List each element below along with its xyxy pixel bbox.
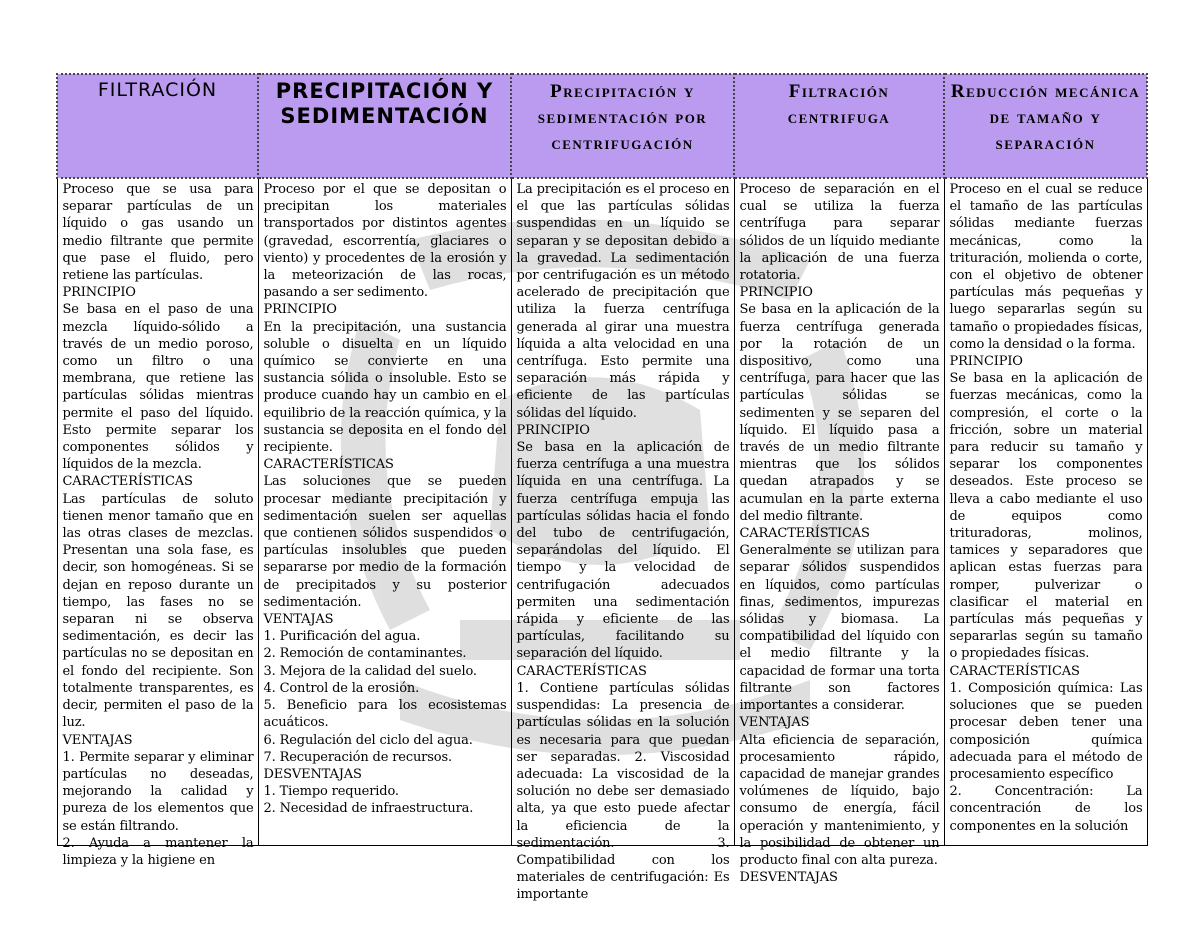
precipitacion-caracteristicas: Las soluciones que se pueden procesar mediante precipitación y sedimentación suelen ser aquellas que contienen sólidos suspendidos o partículas insolubles que pueden separarse por medio de la formación de precipitados y su posterior sedimentación. xyxy=(263,474,507,610)
filtracion-centrifuga-ventajas: Alta eficiencia de separación, procesamiento rápido, capacidad de manejar grandes volúmenes de líquido, bajo consumo de energía, fácil operación y mantenimiento, y la posibilidad de obtener un producto final con alta pureza. xyxy=(739,732,940,868)
filtracion-centrifuga-desventajas-label: DESVENTAJAS xyxy=(739,870,838,886)
header-precipitacion-centrifugacion: Precipitación y sedimentación por centrifugación xyxy=(511,74,734,178)
header-filtracion-centrifuga: Filtración centrifuga xyxy=(734,74,944,178)
filtracion-principio-label: PRINCIPIO xyxy=(62,285,136,301)
comparison-table xyxy=(56,73,1148,903)
centrifugacion-caracteristicas: 1. Contiene partículas sólidas suspendidas: La presencia de partículas sólidas en la solución es necesaria para que puedan ser separadas. 2. Viscosidad adecuada: La viscosidad de la solución no debe ser demasiado alta, ya que esto puede afectar la eficiencia de la sedimentación. 3. Compatibilidad con los materiales de centrifugación: Es importante xyxy=(516,680,730,903)
reduccion-caracteristica-2: 2. Concentración: La concentración de los componentes en la solución xyxy=(949,784,1143,834)
precipitacion-caracteristicas-label: CARACTERÍSTICAS xyxy=(263,457,394,473)
precipitacion-ventaja-4: 4. Control de la erosión. xyxy=(263,680,420,696)
body-row xyxy=(57,178,1147,845)
reduccion-caracteristica-1: 1. Composición química: Las soluciones que se pueden procesar deben tener una composición química adecuada para el método de procesamiento específico xyxy=(949,680,1143,782)
centrifugacion-description: La precipitación es el proceso en el que las partículas sólidas suspendidas en un líquido se separan y se depositan debido a la gravedad. La sedimentación por centrifugación es un método acelerado de precipitación que utiliza la fuerza centrífuga generada al girar una muestra líquida a alta velocidad en una centrífuga. Esto permite una separación más rápida y eficiente de las partículas sólidas del líquido. xyxy=(516,182,730,421)
filtracion-caracteristicas-label: CARACTERÍSTICAS xyxy=(62,474,193,490)
reduccion-principio-label: PRINCIPIO xyxy=(949,354,1023,370)
centrifugacion-principio-label: PRINCIPIO xyxy=(516,422,590,438)
centrifugacion-caracteristicas-label: CARACTERÍSTICAS xyxy=(516,663,647,679)
cell-precipitacion-sedimentacion xyxy=(258,178,511,845)
filtracion-description: Proceso que se usa para separar partículas de un líquido o gas usando un medio filtrante que permite que pase el fluido, pero retiene las partículas. xyxy=(62,182,254,284)
filtracion-ventaja-1: 1. Permite separar y eliminar partículas no deseadas, mejorando la calidad y pureza de los elementos que se están filtrando. xyxy=(62,749,254,834)
precipitacion-ventaja-1: 1. Purificación del agua. xyxy=(263,629,421,645)
precipitacion-ventaja-2: 2. Remoción de contaminantes. xyxy=(263,646,467,662)
cell-reduccion-mecanica xyxy=(944,178,1147,845)
filtracion-centrifuga-description: Proceso de separación en el cual se utiliza la fuerza centrífuga para separar sólidos de un líquido mediante la aplicación de una fuerza rotatoria. xyxy=(739,182,940,284)
precipitacion-desventaja-2: 2. Necesidad de infraestructura. xyxy=(263,801,474,817)
centrifugacion-principio: Se basa en la aplicación de fuerza centrífuga a una muestra líquida en una centrífuga. La fuerza centrífuga empuja las partículas sólidas hacia el fondo del tubo de centrifugación, separándolas del líquido. El tiempo y la velocidad de centrifugación adecuados permiten una sedimentación rápida y eficiente de las partículas, facilitando su separación del líquido. xyxy=(516,440,730,662)
filtracion-centrifuga-caracteristicas: Generalmente se utilizan para separar sólidos suspendidos en líquidos, como partículas finas, sedimentos, impurezas sólidas y biomasa. La compatibilidad del líquido con el medio filtrante y la capacidad de formar una torta filtrante son factores importantes a considerar. xyxy=(739,543,940,714)
reduccion-description: Proceso en el cual se reduce el tamaño de las partículas sólidas mediante fuerzas mecánicas, como la trituración, molienda o corte, con el objetivo de obtener partículas más pequeñas y luego separarlas según su tamaño o propiedades físicas, como la densidad o la forma. xyxy=(949,182,1143,352)
header-reduccion-mecanica: Reducción mecánica de tamaño y separación xyxy=(944,74,1147,178)
reduccion-principio: Se basa en la aplicación de fuerzas mecánicas, como la compresión, el corte o la fricción, sobre un material para reducir su tamaño y separar los componentes deseados. Este proceso se lleva a cabo mediante el uso de equipos como trituradoras, molinos, tamices y separadores que aplican estas fuerzas para romper, pulverizar o clasificar el material en partículas más pequeñas y separarlas según su tamaño o propiedades físicas. xyxy=(949,371,1143,662)
header-filtracion: FILTRACIÓN xyxy=(57,74,258,178)
precipitacion-principio-label: PRINCIPIO xyxy=(263,302,337,318)
filtracion-ventajas-label: VENTAJAS xyxy=(62,732,133,748)
precipitacion-description: Proceso por el que se depositan o precipitan los materiales transportados por distintos agentes (gravedad, escorrentía, glaciares o viento) y procedentes de la erosión y la meteorización de las rocas, pasando a ser sedimento. xyxy=(263,182,507,301)
cell-filtracion xyxy=(57,178,258,868)
filtracion-centrifuga-principio-label: PRINCIPIO xyxy=(739,285,813,301)
comparison-table-container xyxy=(56,73,1146,903)
cell-filtracion-centrifuga xyxy=(734,178,944,886)
filtracion-centrifuga-caracteristicas-label: CARACTERÍSTICAS xyxy=(739,526,870,542)
reduccion-caracteristicas-label: CARACTERÍSTICAS xyxy=(949,663,1080,679)
precipitacion-desventajas-label: DESVENTAJAS xyxy=(263,766,362,782)
precipitacion-ventaja-5: 5. Beneficio para los ecosistemas acuáticos. xyxy=(263,698,507,731)
filtracion-centrifuga-principio: Se basa en la aplicación de la fuerza centrífuga generada por la rotación de un dispositivo, como una centrífuga, para hacer que las partículas sólidas se sedimenten y se separen del líquido. El líquido pasa a través de un medio filtrante mientras que los sólidos quedan atrapados y se acumulan en la parte externa del medio filtrante. xyxy=(739,302,940,524)
filtracion-ventaja-2: 2. Ayuda a mantener la limpieza y la higiene en xyxy=(62,835,254,868)
filtracion-caracteristicas: Las partículas de soluto tienen menor tamaño que en las otras clases de mezclas. Presentan una sola fase, es decir, son homogéneas. Si se dejan en reposo durante un tiempo, las fases no se separan ni se observa sedimentación, es decir las partículas no se depositan en el fondo del recipiente. Son totalmente transparentes, es decir, permiten el paso de la luz. xyxy=(62,491,254,731)
precipitacion-principio: En la precipitación, una sustancia soluble o disuelta en un líquido químico se convierte en una sustancia sólida o insoluble. Esto se produce cuando hay un cambio en el equilibrio de la reacción química, y la sustancia se deposita en el fondo del recipiente. xyxy=(263,319,507,456)
cell-precipitacion-centrifugacion xyxy=(511,178,734,903)
precipitacion-ventaja-3: 3. Mejora de la calidad del suelo. xyxy=(263,663,477,679)
filtracion-principio: Se basa en el paso de una mezcla líquido-sólido a través de un medio poroso, como un filtro o una membrana, que retiene las partículas sólidas mientras permite el paso del líquido. Esto permite separar los componentes sólidos y líquidos de la mezcla. xyxy=(62,302,254,473)
header-precipitacion-sedimentacion: PRECIPITACIÓN Y SEDIMENTACIÓN xyxy=(258,74,511,178)
precipitacion-ventajas-label: VENTAJAS xyxy=(263,612,334,628)
precipitacion-ventaja-7: 7. Recuperación de recursos. xyxy=(263,749,452,765)
precipitacion-ventaja-6: 6. Regulación del ciclo del agua. xyxy=(263,732,473,748)
precipitacion-desventaja-1: 1. Tiempo requerido. xyxy=(263,784,399,800)
filtracion-centrifuga-ventajas-label: VENTAJAS xyxy=(739,715,810,731)
header-row xyxy=(57,74,1147,178)
